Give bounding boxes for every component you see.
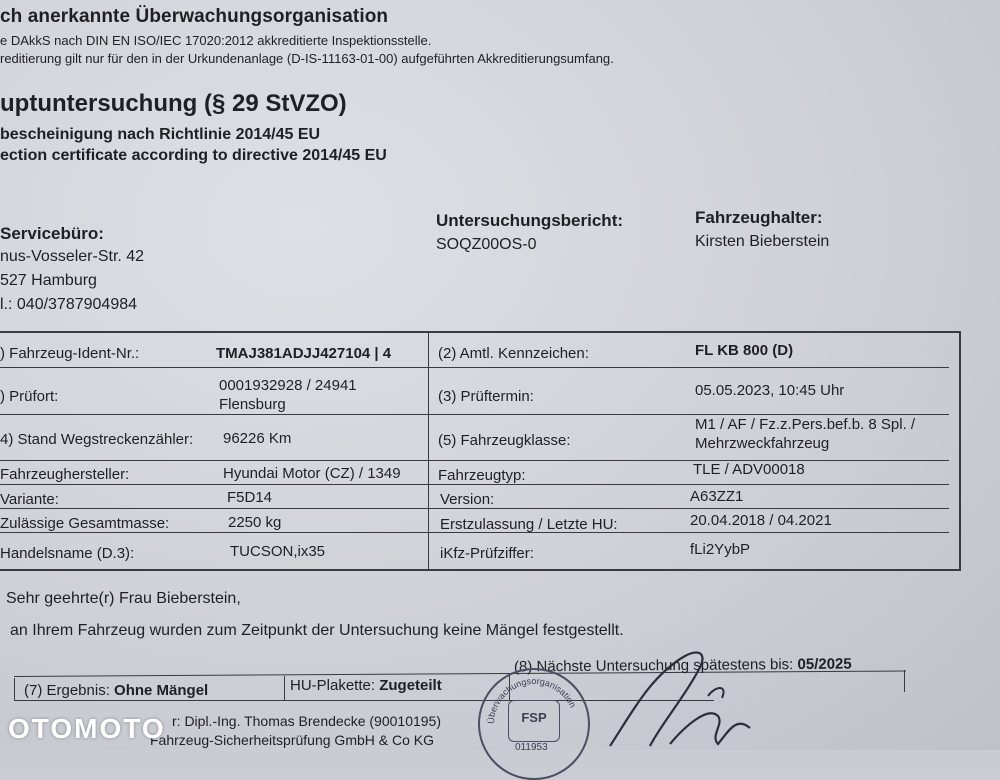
- result-value: Ohne Mängel: [114, 682, 209, 699]
- inspector-line: r: Dipl.-Ing. Thomas Brendecke (90010195): [172, 713, 441, 729]
- bleed-through-text: [676, 6, 1000, 334]
- letter-greeting: Sehr geehrte(r) Frau Bieberstein,: [6, 590, 241, 607]
- plate-label: (2) Amtl. Kennzeichen:: [438, 345, 589, 362]
- row-divider: [0, 484, 949, 485]
- row-divider: [0, 460, 949, 461]
- row-divider: [0, 367, 949, 368]
- service-office-street: nus-Vosseler-Str. 42: [0, 248, 145, 265]
- test-date-value: 05.05.2023, 10:45 Uhr: [695, 382, 845, 399]
- service-office-label: Servicebüro:: [0, 224, 104, 243]
- inspection-stamp: [478, 668, 590, 780]
- plate-value: FL KB 800 (D): [695, 342, 794, 359]
- letter-body: an Ihrem Fahrzeug wurden zum Zeitpunkt der Untersuchung keine Mängel festgestellt.: [10, 622, 624, 639]
- row-divider: [0, 508, 949, 509]
- gross-weight-label: Zulässige Gesamtmasse:: [0, 515, 170, 532]
- document-subtitle-en: ection certificate according to directive 2014/45 EU: [0, 147, 387, 164]
- ikfz-check-value: fLi2YybP: [690, 541, 751, 558]
- result-box-divider: [14, 678, 15, 700]
- ikfz-check-label: iKfz-Prüfziffer:: [440, 545, 534, 562]
- result-box-divider: [904, 670, 905, 692]
- holder-name: Kirsten Bieberstein: [695, 233, 830, 250]
- test-location-label: ) Prüfort:: [0, 388, 59, 405]
- first-registration-label: Erstzulassung / Letzte HU:: [440, 516, 618, 533]
- service-office-city: 527 Hamburg: [0, 272, 97, 289]
- company-line: Fahrzeug-Sicherheitsprüfung GmbH & Co KG: [150, 732, 435, 748]
- row-divider: [0, 414, 949, 415]
- variant-value: F5D14: [227, 489, 273, 506]
- test-date-label: (3) Prüftermin:: [438, 388, 534, 405]
- holder-label: Fahrzeughalter:: [695, 208, 823, 227]
- stamp-number: 011953: [515, 742, 548, 753]
- result-field: [24, 682, 208, 699]
- trade-name-label: Handelsname (D.3):: [0, 545, 135, 562]
- next-inspection-value: 05/2025: [797, 655, 852, 673]
- plakette-field: [290, 677, 442, 694]
- vehicle-data-table: [0, 331, 961, 571]
- accreditation-line-1: e DAkkS nach DIN EN ISO/IEC 17020:2012 akkreditierte Inspektionsstelle.: [0, 33, 432, 48]
- vehicle-class-value-1: M1 / AF / Fz.z.Pers.bef.b. 8 Spl. /: [695, 416, 916, 433]
- document-title: uptuntersuchung (§ 29 StVZO): [0, 90, 347, 117]
- vehicle-class-label: (5) Fahrzeugklasse:: [438, 432, 571, 449]
- result-box-divider: [284, 676, 285, 700]
- gross-weight-value: 2250 kg: [228, 514, 282, 531]
- report-label: Untersuchungsbericht:: [436, 211, 624, 230]
- accreditation-line-2: reditierung gilt nur für den in der Urkundenanlage (D-IS-11163-01-00) aufgeführten Akkreditierungsumfang.: [0, 51, 614, 66]
- ident-number-value: TMAJ381ADJJ427104 | 4: [216, 345, 392, 362]
- version-label: Version:: [440, 491, 495, 508]
- manufacturer-label: Fahrzeughersteller:: [0, 466, 130, 483]
- otomoto-watermark: OTOMOTO: [8, 713, 166, 744]
- service-office-phone: l.: 040/3787904984: [0, 296, 138, 313]
- manufacturer-value: Hyundai Motor (CZ) / 1349: [223, 465, 401, 482]
- result-label: (7) Ergebnis:: [24, 682, 110, 699]
- version-value: A63ZZ1: [690, 488, 744, 505]
- plakette-value: Zugeteilt: [379, 677, 442, 694]
- svg-text:Überwachungsorganisation: Überwachungsorganisation: [485, 675, 578, 725]
- ident-number-label: ) Fahrzeug-Ident-Nr.:: [0, 345, 140, 362]
- next-inspection-label: (8) Nächste Untersuchung spätestens bis:: [513, 656, 794, 676]
- column-divider: [428, 333, 429, 569]
- test-location-id: 0001932928 / 24941: [219, 377, 357, 394]
- odometer-label: 4) Stand Wegstreckenzähler:: [0, 431, 194, 448]
- stamp-logo: FSP: [508, 700, 560, 742]
- test-location-city: Flensburg: [219, 396, 286, 413]
- report-number: SOQZ00OS-0: [436, 236, 537, 253]
- document-subtitle-de: bescheinigung nach Richtlinie 2014/45 EU: [0, 126, 321, 143]
- vehicle-type-value: TLE / ADV00018: [693, 461, 805, 478]
- first-registration-value: 20.04.2018 / 04.2021: [690, 512, 832, 529]
- vehicle-type-label: Fahrzeugtyp:: [438, 467, 526, 484]
- plakette-label: HU-Plakette:: [290, 677, 376, 694]
- vehicle-class-value-2: Mehrzweckfahrzeug: [695, 435, 830, 452]
- trade-name-value: TUCSON,ix35: [230, 543, 326, 560]
- org-title: ch anerkannte Überwachungsorganisation: [0, 6, 389, 27]
- variant-label: Variante:: [0, 491, 59, 508]
- handwritten-signature: [590, 636, 770, 750]
- odometer-value: 96226 Km: [223, 430, 292, 447]
